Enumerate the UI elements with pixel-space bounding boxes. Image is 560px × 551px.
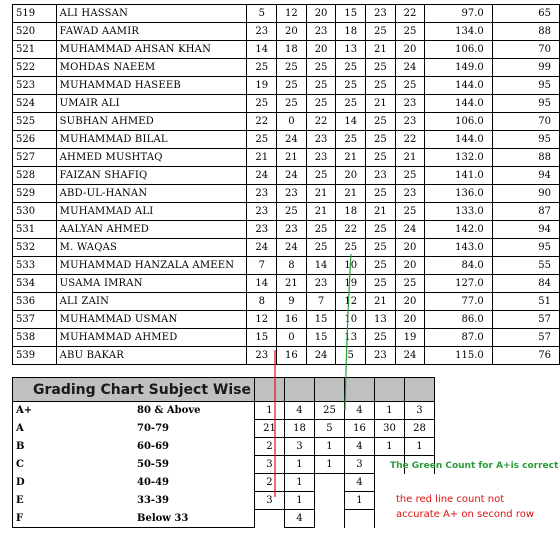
roll-number-cell[interactable]: 539: [13, 347, 57, 365]
marks-cell[interactable]: 14: [336, 113, 366, 131]
marks-cell[interactable]: 20: [336, 167, 366, 185]
grade-range-cell[interactable]: 40-49: [137, 477, 169, 488]
grade-count-cell[interactable]: 3: [254, 456, 284, 474]
grade-count-cell[interactable]: 5: [314, 420, 344, 438]
marks-cell[interactable]: 20: [306, 41, 336, 59]
student-name-cell[interactable]: MUHAMMAD AHMED: [56, 329, 247, 347]
score-row: [13, 59, 560, 77]
marks-cell[interactable]: 23: [277, 185, 307, 203]
student-name-cell[interactable]: ABD-UL-HANAN: [56, 185, 247, 203]
grade-label-cell[interactable]: C: [13, 456, 135, 474]
total-cell[interactable]: 115.0: [425, 347, 492, 365]
grade-count-cell[interactable]: 21: [254, 420, 284, 438]
marks-cell[interactable]: 25: [366, 239, 396, 257]
grade-count-cell[interactable]: [374, 474, 404, 492]
score-row: [13, 113, 560, 131]
student-name-cell[interactable]: ABU BAKAR: [56, 347, 247, 365]
header-cell[interactable]: [254, 378, 284, 402]
total-cell[interactable]: 132.0: [425, 149, 492, 167]
student-name-cell[interactable]: AALYAN AHMED: [56, 221, 247, 239]
marks-cell[interactable]: 12: [247, 311, 277, 329]
marks-cell[interactable]: 14: [247, 275, 277, 293]
marks-cell[interactable]: 19: [336, 275, 366, 293]
score-row: [13, 275, 560, 293]
total-cell[interactable]: 143.0: [425, 239, 492, 257]
grade-count-cell[interactable]: [314, 510, 344, 528]
marks-cell[interactable]: 16: [277, 311, 307, 329]
marks-cell[interactable]: 25: [366, 131, 396, 149]
marks-cell[interactable]: 25: [247, 95, 277, 113]
total-cell[interactable]: 144.0: [425, 131, 492, 149]
marks-cell[interactable]: 24: [395, 347, 425, 365]
score-row: [13, 293, 560, 311]
marks-cell[interactable]: 18: [336, 23, 366, 41]
marks-cell[interactable]: 23: [395, 185, 425, 203]
score-row: [13, 167, 560, 185]
grade-count-cell[interactable]: 1: [344, 492, 374, 510]
percentage-cell[interactable]: 95: [492, 131, 559, 149]
marks-cell[interactable]: 25: [366, 329, 396, 347]
score-row: [13, 239, 560, 257]
student-name-cell[interactable]: USAMA IMRAN: [56, 275, 247, 293]
student-name-cell[interactable]: SUBHAN AHMED: [56, 113, 247, 131]
marks-cell[interactable]: 14: [306, 257, 336, 275]
grade-count-cell[interactable]: 1: [284, 492, 314, 510]
marks-cell[interactable]: 25: [395, 203, 425, 221]
roll-number-cell[interactable]: 531: [13, 221, 57, 239]
grade-row: [13, 474, 435, 492]
grade-range-cell[interactable]: 80 & Above: [137, 405, 201, 417]
grade-count-cell[interactable]: 2: [254, 474, 284, 492]
marks-cell[interactable]: 24: [247, 167, 277, 185]
marks-cell[interactable]: 21: [366, 203, 396, 221]
score-row: [13, 149, 560, 167]
marks-cell[interactable]: 22: [247, 113, 277, 131]
percentage-cell[interactable]: 55: [492, 257, 559, 275]
grade-range-cell[interactable]: 50-59: [137, 459, 169, 470]
grade-count-cell[interactable]: 4: [284, 402, 314, 420]
marks-cell[interactable]: 18: [336, 203, 366, 221]
total-cell[interactable]: 133.0: [425, 203, 492, 221]
marks-cell[interactable]: 20: [306, 5, 336, 23]
grade-label-cell[interactable]: E: [13, 492, 135, 510]
marks-cell[interactable]: 21: [366, 41, 396, 59]
grade-label-cell[interactable]: A: [13, 420, 135, 438]
red-line-note: [396, 492, 534, 522]
marks-cell[interactable]: 25: [395, 275, 425, 293]
total-cell[interactable]: 136.0: [425, 185, 492, 203]
percentage-cell[interactable]: 84: [492, 275, 559, 293]
student-name-cell[interactable]: MUHAMMAD USMAN: [56, 311, 247, 329]
total-cell[interactable]: 144.0: [425, 95, 492, 113]
marks-cell[interactable]: 21: [366, 95, 396, 113]
grade-count-cell[interactable]: 30: [374, 420, 404, 438]
marks-cell[interactable]: 25: [306, 95, 336, 113]
header-cell[interactable]: [344, 378, 374, 402]
grade-label-cell[interactable]: F: [13, 510, 135, 528]
percentage-cell[interactable]: 95: [492, 95, 559, 113]
marks-cell[interactable]: 20: [395, 293, 425, 311]
marks-cell[interactable]: 25: [306, 239, 336, 257]
marks-cell[interactable]: 25: [336, 131, 366, 149]
grade-count-cell[interactable]: 3: [344, 456, 374, 474]
roll-number-cell[interactable]: 532: [13, 239, 57, 257]
grade-row: [13, 492, 435, 510]
score-row: [13, 347, 560, 365]
roll-number-cell[interactable]: 530: [13, 203, 57, 221]
marks-cell[interactable]: 24: [277, 239, 307, 257]
score-row: [13, 131, 560, 149]
total-cell[interactable]: 86.0: [425, 311, 492, 329]
marks-cell[interactable]: 25: [366, 77, 396, 95]
marks-cell[interactable]: 21: [366, 293, 396, 311]
marks-cell[interactable]: 21: [306, 203, 336, 221]
student-name-cell[interactable]: AHMED MUSHTAQ: [56, 149, 247, 167]
marks-cell[interactable]: 24: [247, 239, 277, 257]
grade-count-cell[interactable]: 3: [284, 438, 314, 456]
marks-cell[interactable]: 24: [277, 167, 307, 185]
marks-cell[interactable]: 7: [247, 257, 277, 275]
student-name-cell[interactable]: ALI HASSAN: [56, 5, 247, 23]
marks-cell[interactable]: 22: [395, 131, 425, 149]
grade-count-cell[interactable]: 1: [254, 402, 284, 420]
roll-number-cell[interactable]: 528: [13, 167, 57, 185]
grade-range-cell[interactable]: 70-79: [137, 423, 169, 434]
percentage-cell[interactable]: 88: [492, 23, 559, 41]
student-name-cell[interactable]: MUHAMMAD AHSAN KHAN: [56, 41, 247, 59]
grade-count-cell[interactable]: 1: [374, 402, 404, 420]
grade-range-cell[interactable]: 33-39: [137, 495, 169, 506]
student-name-cell[interactable]: M. WAQAS: [56, 239, 247, 257]
student-name-cell[interactable]: MUHAMMAD ALI: [56, 203, 247, 221]
roll-number-cell[interactable]: 520: [13, 23, 57, 41]
marks-cell[interactable]: 25: [336, 59, 366, 77]
header-cell[interactable]: [314, 378, 344, 402]
percentage-cell[interactable]: 57: [492, 311, 559, 329]
marks-cell[interactable]: 15: [306, 329, 336, 347]
grade-count-cell[interactable]: 1: [284, 456, 314, 474]
red-line-note-line-2: accurate A+ on second row: [396, 509, 535, 520]
score-row: [13, 23, 560, 41]
marks-cell[interactable]: 25: [366, 257, 396, 275]
marks-cell[interactable]: 12: [277, 5, 307, 23]
marks-cell[interactable]: 25: [247, 59, 277, 77]
grade-row: [13, 438, 435, 456]
roll-number-cell[interactable]: 536: [13, 293, 57, 311]
grade-count-cell[interactable]: 4: [344, 438, 374, 456]
marks-cell[interactable]: 21: [277, 149, 307, 167]
student-name-cell[interactable]: MUHAMMAD HANZALA AMEEN: [56, 257, 247, 275]
marks-cell[interactable]: 23: [247, 221, 277, 239]
total-cell[interactable]: 106.0: [425, 41, 492, 59]
grade-count-cell[interactable]: 3: [254, 492, 284, 510]
marks-cell[interactable]: 25: [366, 113, 396, 131]
student-name-cell[interactable]: FAIZAN SHAFIQ: [56, 167, 247, 185]
percentage-cell[interactable]: 95: [492, 77, 559, 95]
marks-cell[interactable]: 23: [366, 167, 396, 185]
marks-cell[interactable]: 15: [247, 329, 277, 347]
grade-count-cell[interactable]: 4: [344, 402, 374, 420]
marks-cell[interactable]: 25: [366, 275, 396, 293]
grade-count-cell[interactable]: 4: [284, 510, 314, 528]
header-cell[interactable]: [404, 378, 434, 402]
marks-cell[interactable]: 20: [395, 311, 425, 329]
marks-cell[interactable]: 13: [336, 329, 366, 347]
marks-cell[interactable]: 23: [277, 221, 307, 239]
grade-count-cell[interactable]: [344, 510, 374, 528]
percentage-cell[interactable]: 57: [492, 329, 559, 347]
roll-number-cell[interactable]: 521: [13, 41, 57, 59]
total-cell[interactable]: 134.0: [425, 23, 492, 41]
marks-cell[interactable]: 22: [395, 5, 425, 23]
grade-row: [13, 510, 435, 528]
marks-cell[interactable]: 25: [366, 185, 396, 203]
marks-cell[interactable]: 25: [306, 77, 336, 95]
marks-cell[interactable]: 25: [306, 167, 336, 185]
marks-cell[interactable]: 21: [336, 149, 366, 167]
marks-cell[interactable]: 13: [366, 311, 396, 329]
student-name-cell[interactable]: UMAIR ALI: [56, 95, 247, 113]
marks-cell[interactable]: 25: [247, 131, 277, 149]
total-cell[interactable]: 149.0: [425, 59, 492, 77]
score-row: [13, 203, 560, 221]
marks-cell[interactable]: 12: [336, 293, 366, 311]
grade-count-cell[interactable]: [314, 474, 344, 492]
roll-number-cell[interactable]: 527: [13, 149, 57, 167]
marks-cell[interactable]: 8: [247, 293, 277, 311]
marks-cell[interactable]: 14: [247, 41, 277, 59]
percentage-cell[interactable]: 70: [492, 113, 559, 131]
grade-count-cell[interactable]: 1: [374, 438, 404, 456]
student-name-cell[interactable]: MUHAMMAD HASEEB: [56, 77, 247, 95]
marks-cell[interactable]: 24: [277, 131, 307, 149]
grade-count-cell[interactable]: 28: [404, 420, 434, 438]
student-name-cell[interactable]: MUHAMMAD BILAL: [56, 131, 247, 149]
marks-cell[interactable]: 24: [306, 347, 336, 365]
score-row: [13, 95, 560, 113]
marks-cell[interactable]: 23: [306, 149, 336, 167]
grade-row: [13, 402, 435, 420]
percentage-cell[interactable]: 94: [492, 167, 559, 185]
marks-cell[interactable]: 24: [395, 59, 425, 77]
student-name-cell[interactable]: ALI ZAIN: [56, 293, 247, 311]
grade-count-cell[interactable]: 1: [404, 438, 434, 456]
grading-chart-title[interactable]: Grading Chart Subject Wise: [13, 378, 255, 402]
roll-number-cell[interactable]: 523: [13, 77, 57, 95]
marks-cell[interactable]: 25: [395, 23, 425, 41]
marks-cell[interactable]: 25: [336, 95, 366, 113]
marks-cell[interactable]: 21: [277, 275, 307, 293]
grade-count-cell[interactable]: [404, 474, 434, 492]
grading-chart-table: [12, 377, 435, 528]
marks-cell[interactable]: 25: [366, 59, 396, 77]
percentage-cell[interactable]: 76: [492, 347, 559, 365]
total-cell[interactable]: 142.0: [425, 221, 492, 239]
roll-number-cell[interactable]: 529: [13, 185, 57, 203]
marks-cell[interactable]: 19: [247, 77, 277, 95]
marks-cell[interactable]: 7: [306, 293, 336, 311]
student-scores-table: [12, 4, 560, 365]
grade-count-cell[interactable]: [254, 510, 284, 528]
marks-cell[interactable]: 25: [277, 77, 307, 95]
score-row: [13, 185, 560, 203]
marks-cell[interactable]: 13: [336, 41, 366, 59]
total-cell[interactable]: 127.0: [425, 275, 492, 293]
grade-label-cell[interactable]: A+: [13, 402, 135, 420]
score-row: [13, 41, 560, 59]
grade-count-cell[interactable]: 18: [284, 420, 314, 438]
grade-count-cell[interactable]: 3: [404, 402, 434, 420]
grade-row: [13, 456, 435, 474]
percentage-cell[interactable]: 70: [492, 41, 559, 59]
student-name-cell[interactable]: FAWAD AAMIR: [56, 23, 247, 41]
roll-number-cell[interactable]: 538: [13, 329, 57, 347]
grade-count-cell[interactable]: 1: [314, 456, 344, 474]
grade-range-cell[interactable]: 60-69: [137, 441, 169, 452]
score-row: [13, 257, 560, 275]
marks-cell[interactable]: 23: [395, 95, 425, 113]
total-cell[interactable]: 97.0: [425, 5, 492, 23]
roll-number-cell[interactable]: 525: [13, 113, 57, 131]
total-cell[interactable]: 144.0: [425, 77, 492, 95]
total-cell[interactable]: 84.0: [425, 257, 492, 275]
green-count-note: The Green Count for A+is correct: [390, 461, 559, 471]
marks-cell[interactable]: 23: [306, 23, 336, 41]
total-cell[interactable]: 77.0: [425, 293, 492, 311]
marks-cell[interactable]: 20: [277, 23, 307, 41]
percentage-cell[interactable]: 94: [492, 221, 559, 239]
marks-cell[interactable]: 25: [277, 203, 307, 221]
grade-range-cell[interactable]: Below 33: [134, 510, 254, 528]
marks-cell[interactable]: 22: [306, 113, 336, 131]
marks-cell[interactable]: 5: [336, 347, 366, 365]
marks-cell[interactable]: 20: [395, 41, 425, 59]
roll-number-cell[interactable]: 533: [13, 257, 57, 275]
roll-number-cell[interactable]: 524: [13, 95, 57, 113]
roll-number-cell[interactable]: 534: [13, 275, 57, 293]
roll-number-cell[interactable]: 519: [13, 5, 57, 23]
marks-cell[interactable]: 23: [306, 131, 336, 149]
score-row: [13, 221, 560, 239]
marks-cell[interactable]: 25: [366, 23, 396, 41]
header-cell[interactable]: [374, 378, 404, 402]
grade-count-cell[interactable]: 1: [284, 474, 314, 492]
percentage-cell[interactable]: 99: [492, 59, 559, 77]
marks-cell[interactable]: 15: [306, 311, 336, 329]
marks-cell[interactable]: 20: [395, 239, 425, 257]
marks-cell[interactable]: 19: [395, 329, 425, 347]
percentage-cell[interactable]: 88: [492, 149, 559, 167]
marks-cell[interactable]: 10: [336, 257, 366, 275]
marks-cell[interactable]: 25: [336, 77, 366, 95]
score-row: [13, 329, 560, 347]
score-row: [13, 5, 560, 23]
grade-label-cell[interactable]: B: [13, 438, 135, 456]
red-line-note-line-1: the red line count not: [396, 494, 505, 505]
marks-cell[interactable]: 23: [247, 23, 277, 41]
roll-number-cell[interactable]: 522: [13, 59, 57, 77]
marks-cell[interactable]: 18: [277, 41, 307, 59]
marks-cell[interactable]: 25: [366, 221, 396, 239]
marks-cell[interactable]: 25: [366, 149, 396, 167]
marks-cell[interactable]: 16: [277, 347, 307, 365]
grade-count-cell[interactable]: 1: [314, 438, 344, 456]
grade-count-cell[interactable]: 2: [254, 438, 284, 456]
marks-cell[interactable]: 23: [247, 347, 277, 365]
percentage-cell[interactable]: 95: [492, 239, 559, 257]
percentage-cell[interactable]: 51: [492, 293, 559, 311]
marks-cell[interactable]: 25: [306, 221, 336, 239]
grade-row: [13, 420, 435, 438]
header-cell[interactable]: [284, 378, 314, 402]
marks-cell[interactable]: 21: [247, 149, 277, 167]
marks-cell[interactable]: 15: [336, 5, 366, 23]
student-name-cell[interactable]: MOHDAS NAEEM: [56, 59, 247, 77]
marks-cell[interactable]: 21: [306, 185, 336, 203]
marks-cell[interactable]: 0: [277, 329, 307, 347]
percentage-cell[interactable]: 90: [492, 185, 559, 203]
marks-cell[interactable]: 21: [336, 185, 366, 203]
roll-number-cell[interactable]: 526: [13, 131, 57, 149]
grade-count-cell[interactable]: 4: [344, 474, 374, 492]
marks-cell[interactable]: 24: [395, 221, 425, 239]
roll-number-cell[interactable]: 537: [13, 311, 57, 329]
score-row: [13, 77, 560, 95]
marks-cell[interactable]: 23: [366, 347, 396, 365]
marks-cell[interactable]: 25: [336, 239, 366, 257]
percentage-cell[interactable]: 65: [492, 5, 559, 23]
marks-cell[interactable]: 8: [277, 257, 307, 275]
marks-cell[interactable]: 23: [366, 5, 396, 23]
marks-cell[interactable]: 25: [395, 77, 425, 95]
marks-cell[interactable]: 9: [277, 293, 307, 311]
marks-cell[interactable]: 22: [336, 221, 366, 239]
score-row: [13, 311, 560, 329]
marks-cell[interactable]: 25: [306, 59, 336, 77]
grade-count-cell[interactable]: 16: [344, 420, 374, 438]
grade-count-cell[interactable]: [314, 492, 344, 510]
marks-cell[interactable]: 25: [277, 95, 307, 113]
total-cell[interactable]: 141.0: [425, 167, 492, 185]
marks-cell[interactable]: 21: [395, 149, 425, 167]
percentage-cell[interactable]: 87: [492, 203, 559, 221]
marks-cell[interactable]: 23: [247, 203, 277, 221]
grade-label-cell[interactable]: D: [13, 474, 135, 492]
grading-chart-header-row: [13, 378, 435, 402]
marks-cell[interactable]: 0: [277, 113, 307, 131]
marks-cell[interactable]: 23: [395, 113, 425, 131]
marks-cell[interactable]: 25: [395, 167, 425, 185]
marks-cell[interactable]: 25: [277, 59, 307, 77]
marks-cell[interactable]: 20: [395, 257, 425, 275]
total-cell[interactable]: 87.0: [425, 329, 492, 347]
marks-cell[interactable]: 23: [306, 275, 336, 293]
marks-cell[interactable]: 5: [247, 5, 277, 23]
total-cell[interactable]: 106.0: [425, 113, 492, 131]
marks-cell[interactable]: 23: [247, 185, 277, 203]
grade-count-cell[interactable]: 25: [314, 402, 344, 420]
marks-cell[interactable]: 10: [336, 311, 366, 329]
